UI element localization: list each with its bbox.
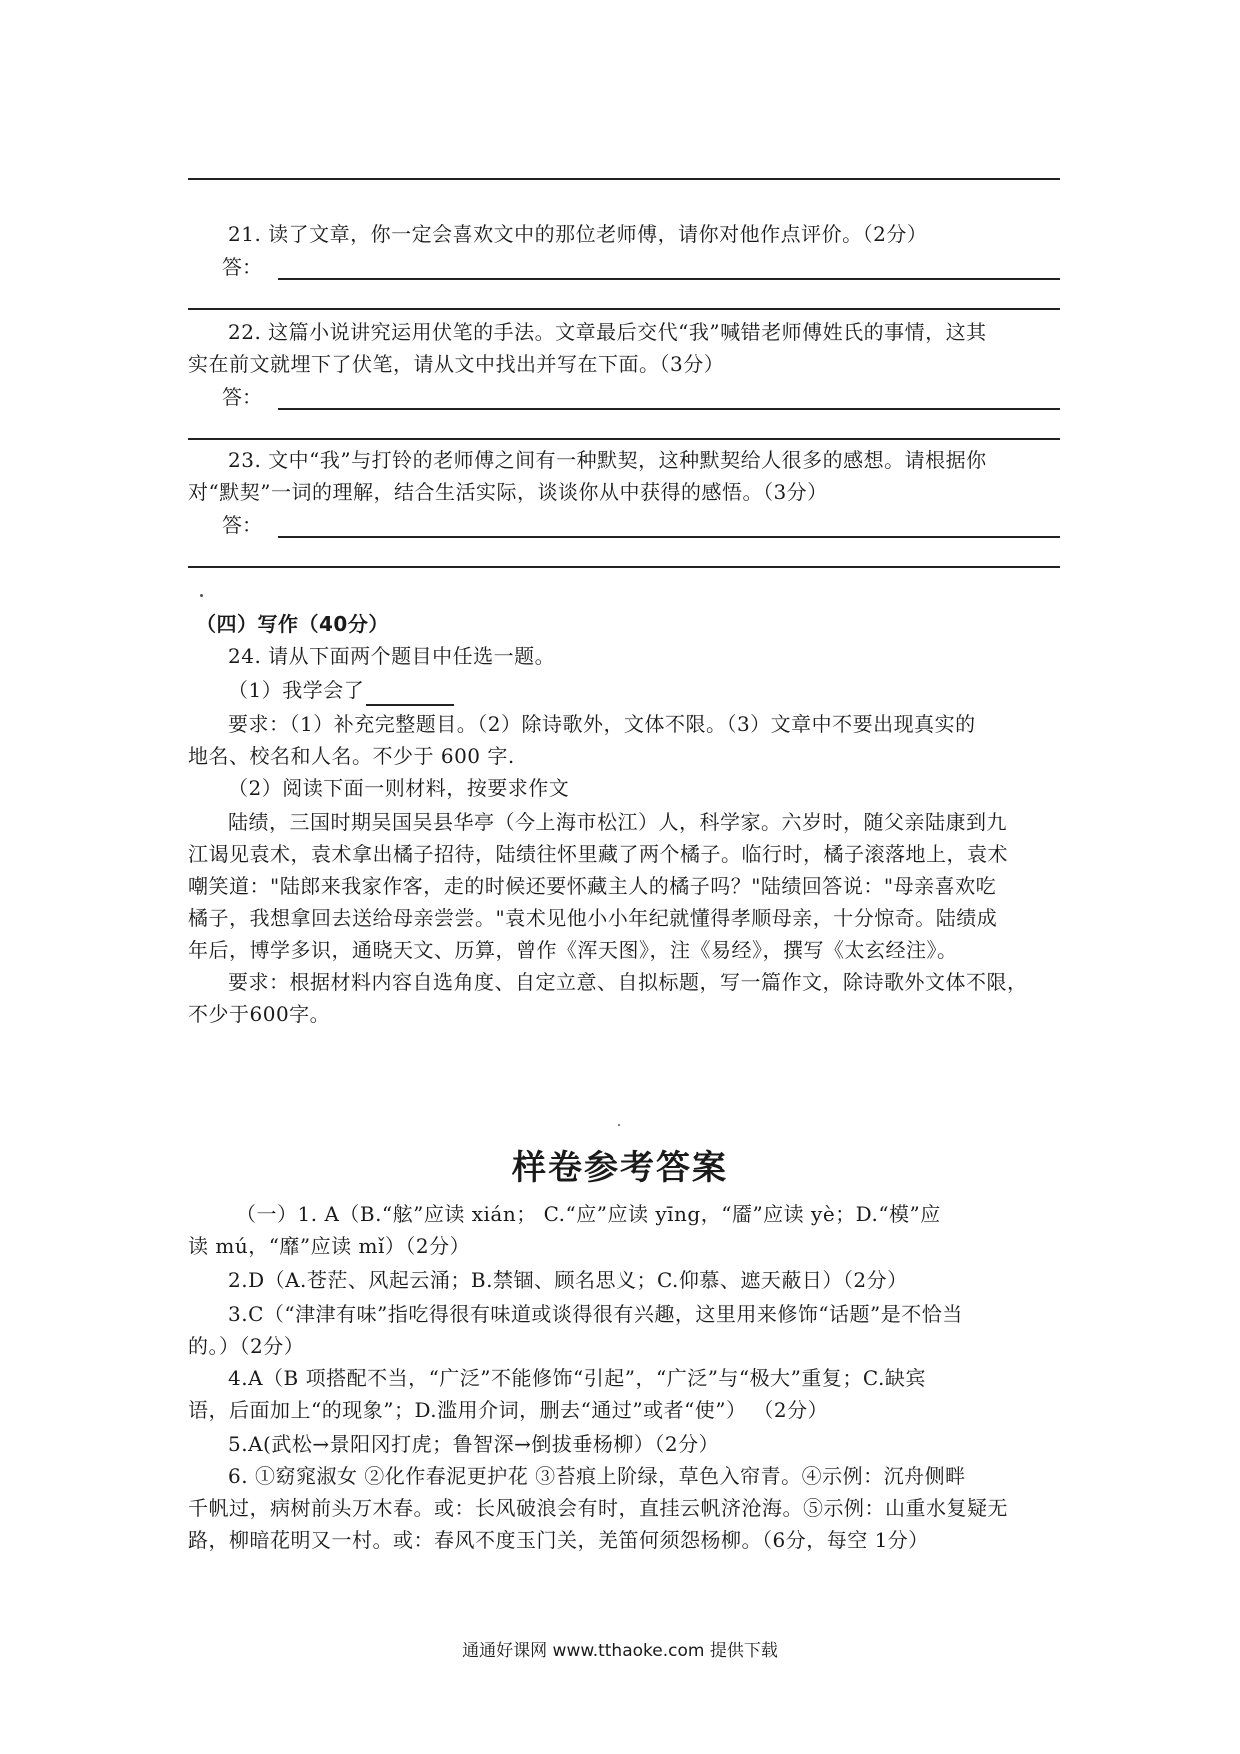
answer-line-10: 千帆过，病树前头万木春。或：长风破浪会有时，直挂云帆济沧海。⑤示例：山重水复疑无 xyxy=(188,1496,1008,1520)
material-line: 橘子，我想拿回去送给母亲尝尝。"袁术见他小小年纪就懂得孝顺母亲，十分惊奇。陆绩成 xyxy=(188,906,998,930)
answer-line-extra xyxy=(188,308,1060,310)
writing-option-1 xyxy=(228,674,1060,706)
answer-label: 答： xyxy=(222,255,262,279)
answer-line-2: 读 mú，“靡”应读 mǐ）（2分） xyxy=(188,1234,471,1258)
scan-speck xyxy=(618,1124,620,1126)
section-title-writing: （四）写作（40分） xyxy=(196,612,389,636)
answer-line-9: 6. ①窈窕淑女 ②化作春泥更护花 ③苔痕上阶绿，草色入帘青。④示例：沉舟侧畔 xyxy=(228,1464,966,1488)
answer-line-1: （一）1. A（B.“舷”应读 xián； C.“应”应读 yīng，“靥”应读 yè；D.“模”应 xyxy=(236,1202,941,1226)
question-23-line1: 23. 文中“我”与打铃的老师傅之间有一种默契，这种默契给人很多的感想。请根据你 xyxy=(228,448,987,472)
answer-line[interactable] xyxy=(278,278,1060,280)
material-line: 陆绩，三国时期吴国吴县华亭（今上海市松江）人，科学家。六岁时，随父亲陆康到九 xyxy=(228,810,1007,834)
question-23-line2: 对“默契”一词的理解，结合生活实际，谈谈你从中获得的感悟。（3分） xyxy=(188,480,828,504)
question-22-line2: 实在前文就埋下了伏笔，请从文中找出并写在下面。（3分） xyxy=(188,352,725,376)
question-24: 24. 请从下面两个题目中任选一题。 xyxy=(228,644,556,668)
requirement-2-line2: 不少于600字。 xyxy=(188,1002,331,1026)
requirement-1-line1: 要求：（1）补充完整题目。（2）除诗歌外，文体不限。（3）文章中不要出现真实的 xyxy=(228,712,976,736)
answer-row-22 xyxy=(222,380,1060,414)
page-footer: 通通好课网 www.tthaoke.com 提供下载 xyxy=(462,1641,778,1661)
writing-option-2: （2）阅读下面一则材料，按要求作文 xyxy=(228,776,570,800)
answer-label: 答： xyxy=(222,385,262,409)
answer-line-4: 3.C（“津津有味”指吃得很有味道或谈得很有兴趣，这里用来修饰“话题”是不恰当 xyxy=(228,1302,963,1326)
answer-line-extra xyxy=(188,438,1060,440)
material-line: 嘲笑道："陆郎来我家作客，走的时候还要怀藏主人的橘子吗？"陆绩回答说："母亲喜欢吃 xyxy=(188,874,997,898)
answer-line-8: 5.A(武松→景阳冈打虎；鲁智深→倒拔垂杨柳）（2分） xyxy=(228,1432,720,1456)
writing-option-1-text: （1）我学会了 xyxy=(228,678,365,702)
answer-label: 答： xyxy=(222,513,262,537)
answer-line[interactable] xyxy=(278,536,1060,538)
question-21: 21. 读了文章，你一定会喜欢文中的那位老师傅，请你对他作点评价。（2分） xyxy=(228,222,928,246)
requirement-2-line1: 要求：根据材料内容自选角度、自定立意、自拟标题，写一篇作文，除诗歌外文体不限， xyxy=(228,970,1028,994)
question-22-line1: 22. 这篇小说讲究运用伏笔的手法。文章最后交代“我”喊错老师傅姓氏的事情，这其 xyxy=(228,320,987,344)
answer-line-7: 语，后面加上“的现象”；D.滥用介词，删去“通过”或者“使”） （2分） xyxy=(188,1398,829,1422)
answer-line-prev xyxy=(188,178,1060,180)
material-line: 年后，博学多识，通晓天文、历算，曾作《浑天图》，注《易经》，撰写《太玄经注》。 xyxy=(188,938,958,962)
answer-line-extra xyxy=(188,566,1060,568)
title-blank[interactable] xyxy=(366,682,454,706)
answer-line-3: 2.D（A.苍茫、风起云涌；B.禁锢、顾名思义；C.仰慕、遮天蔽日）（2分） xyxy=(228,1268,908,1292)
answer-line[interactable] xyxy=(278,408,1060,410)
answer-line-5: 的。）（2分） xyxy=(188,1334,305,1358)
scan-speck xyxy=(200,594,203,597)
material-line: 江谒见袁术，袁术拿出橘子招待，陆绩往怀里藏了两个橘子。临行时，橘子滚落地上，袁术 xyxy=(188,842,1008,866)
answer-row-23 xyxy=(222,508,1060,542)
answer-line-11: 路，柳暗花明又一村。或：春风不度玉门关，羌笛何须怨杨柳。（6分，每空 1分） xyxy=(188,1528,929,1552)
answer-row-21 xyxy=(222,250,1060,284)
requirement-1-line2: 地名、校名和人名。不少于 600 字. xyxy=(188,744,515,768)
answer-line-6: 4.A（B 项搭配不当，“广泛”不能修饰“引起”，“广泛”与“极大”重复；C.缺宾 xyxy=(228,1366,926,1390)
answer-key-title: 样卷参考答案 xyxy=(512,1148,728,1188)
